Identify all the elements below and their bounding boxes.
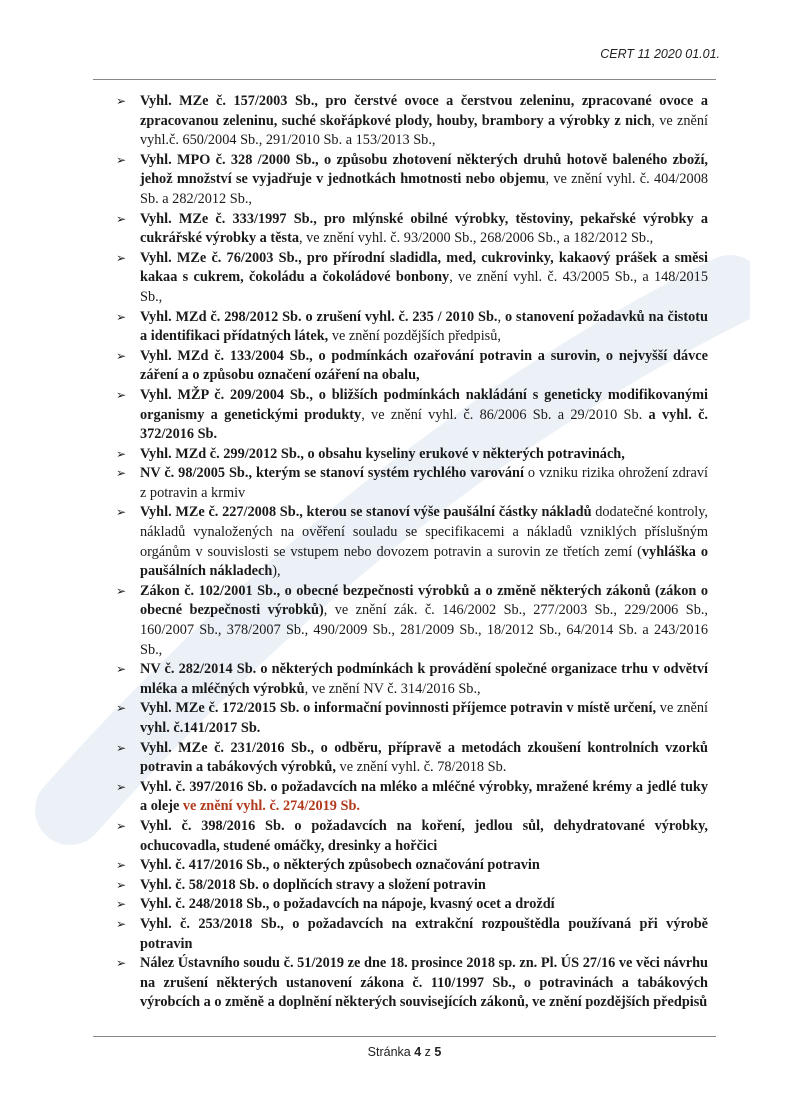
regulation-title: Vyhl. č. 398/2016 Sb. o požadavcích na koření, jedlou sůl, dehydratované výrobky, ochucovadla, studené omáčky, dresinky a hořčici	[140, 817, 708, 854]
list-item	[108, 915, 708, 954]
regulation-title: Vyhl. MZe č. 157/2003 Sb., pro čerstvé ovoce a čerstvou zeleninu, zpracované ovoce a zpracovanou zeleninu, suché skořápkové plody, houby, brambory a výrobky z nich	[140, 93, 708, 129]
regulation-title: o stanovení požadavků na čistotu a identifikaci přídatných látek,	[140, 308, 708, 345]
regulation-title: Vyhl. MZe č. 231/2016 Sb., o odběru, přípravě a metodách zkoušení kontrolních vzorků potravin a tabákových výrobků,	[140, 739, 708, 776]
header-divider	[93, 79, 716, 80]
list-item	[108, 660, 708, 699]
regulation-title: Vyhl. MZe č. 227/2008 Sb., kterou se stanoví výše paušální částky nákladů	[140, 504, 592, 521]
regulation-note: , ve znění vyhl. č. 86/2006 Sb. a 29/2010 Sb.	[361, 406, 649, 423]
list-item	[108, 817, 708, 856]
regulation-note: , ve znění vyhl. č. 93/2000 Sb., 268/2006 Sb., a 182/2012 Sb.,	[298, 230, 654, 247]
arrow-bullet-icon: ➢	[116, 956, 127, 971]
regulation-title: Vyhl. č. 248/2018 Sb., o požadavcích na nápoje, kvasný ocet a droždí	[140, 896, 555, 913]
regulation-title: Vyhl. č. 417/2016 Sb., o některých způsobech označování potravin	[140, 857, 540, 874]
regulation-title: Vyhl. MZd č. 298/2012 Sb. o zrušení vyhl. č. 235 / 2010 Sb.	[140, 308, 498, 325]
regulation-title: NV č. 282/2014 Sb. o některých podmínkách k provádění společné organizace trhu v odvětví mléka a mléčných výrobků	[140, 661, 708, 697]
regulation-note: ),	[272, 563, 281, 580]
list-item	[108, 347, 708, 386]
page-sep: z	[421, 1045, 435, 1059]
regulation-title: Vyhl. č. 253/2018 Sb., o požadavcích na extrakční rozpouštědla používaná při výrobě potravin	[140, 915, 708, 952]
regulation-title: vyhláška o paušálních nákladech	[140, 543, 708, 580]
regulation-note: ve znění vyhl. č. 78/2018 Sb.	[335, 759, 507, 776]
list-item	[108, 249, 708, 308]
regulation-title: Vyhl. MZd č. 299/2012 Sb., o obsahu kyseliny erukové v některých potravinách,	[140, 445, 625, 462]
list-item	[108, 151, 708, 210]
regulation-note: ve znění	[656, 700, 708, 717]
page-number	[93, 1044, 716, 1060]
list-item	[108, 778, 708, 817]
arrow-bullet-icon: ➢	[116, 818, 127, 833]
regulation-title: Vyhl. č. 397/2016 Sb. o požadavcích na mléko a mléčné výrobky, mražené krémy a jedlé tuky a oleje	[140, 778, 708, 815]
arrow-bullet-icon: ➢	[116, 152, 127, 167]
regulation-note: , ve znění zák. č. 146/2002 Sb., 277/2003 Sb., 229/2006 Sb., 160/2007 Sb., 378/2007 Sb., 490/2009 Sb., 281/2009 Sb., 18/2012 Sb., 64/2014 Sb. a 243/2016 Sb.,	[140, 602, 708, 658]
list-item	[108, 308, 708, 347]
regulation-title: Vyhl. MZd č. 133/2004 Sb., o podmínkách ozařování potravin a surovin, o nejvyšší dávce záření a o způsobu označení ozáření na obalu,	[140, 347, 708, 384]
arrow-bullet-icon: ➢	[116, 446, 127, 461]
regulation-note: ve znění pozdějších předpisů,	[328, 328, 501, 345]
arrow-bullet-icon: ➢	[116, 94, 127, 108]
regulation-note: , ve znění vyhl. č. 404/2008 Sb. a 282/2012 Sb.,	[140, 171, 708, 207]
regulation-title: o způsobu zhotovení některých druhů hotově baleného zboží, jehož množství se vyjadřuje v jednotkách hmotnosti nebo objemu	[140, 151, 708, 188]
list-item	[108, 954, 708, 1013]
arrow-bullet-icon: ➢	[116, 466, 127, 481]
arrow-bullet-icon: ➢	[116, 250, 127, 265]
regulation-title: Vyhl. MZe č. 333/1997 Sb., pro mlýnské obilné výrobky, těstoviny, pekařské výrobky a cukrářské výrobky a těsta	[140, 210, 708, 247]
regulation-note: , ve znění NV č. 314/2016 Sb.,	[304, 680, 481, 697]
list-item	[108, 503, 708, 581]
regulation-title: Vyhl. č. 58/2018 Sb. o doplňcích stravy a složení potravin	[140, 876, 486, 893]
arrow-bullet-icon: ➢	[116, 348, 127, 363]
list-item	[108, 386, 708, 445]
regulation-title: Nález Ústavního soudu č. 51/2019 ze dne 18. prosince 2018 sp. zn. Pl. ÚS 27/16 ve věci návrhu na zrušení některých ustanovení zákona č. 110/1997 Sb., o potravinách a tabákových výrobcích a o změně a doplnění některých souvisejících zákonů, ve znění pozdějších předpisů	[140, 955, 708, 1011]
arrow-bullet-icon: ➢	[116, 505, 127, 520]
current-page: 4	[414, 1045, 422, 1059]
list-item	[108, 464, 708, 503]
list-item	[108, 739, 708, 778]
regulation-title: Vyhl. MZe č. 172/2015 Sb. o informační povinnosti příjemce potravin v místě určení,	[140, 700, 657, 717]
regulation-note: , ve znění vyhl.č. 650/2004 Sb., 291/2010 Sb. a 153/2013 Sb.,	[140, 112, 708, 149]
list-item	[108, 856, 708, 876]
arrow-bullet-icon: ➢	[116, 858, 127, 873]
arrow-bullet-icon: ➢	[116, 897, 127, 912]
regulation-note: o vzniku rizika ohrožení zdraví z potravin a krmiv	[140, 465, 708, 501]
list-item	[108, 895, 708, 915]
regulation-title: NV č. 98/2005 Sb., kterým se stanoví systém rychlého varování	[140, 465, 524, 482]
arrow-bullet-icon: ➢	[116, 387, 127, 402]
regulation-note: ,	[497, 308, 505, 325]
arrow-bullet-icon: ➢	[116, 583, 127, 598]
list-item	[108, 210, 708, 249]
arrow-bullet-icon: ➢	[116, 309, 127, 324]
arrow-bullet-icon: ➢	[116, 916, 127, 931]
arrow-bullet-icon: ➢	[116, 779, 127, 794]
list-item	[108, 92, 708, 151]
page-spacer	[93, 1013, 716, 1036]
amendment-text: ve znění vyhl. č. 274/2019 Sb.	[182, 798, 361, 815]
regulation-note: dodatečné kontroly, nákladů vynaložených na ověření souladu se specifikacemi a nákladů vzniklých příslušným orgánům v souvislosti se vstupem nebo dovozem potravin a surovin ze třetích zemí (	[140, 504, 708, 560]
total-pages: 5	[434, 1045, 442, 1059]
arrow-bullet-icon: ➢	[116, 662, 127, 677]
document-code: CERT 11 2020 01.01.	[600, 47, 720, 61]
arrow-bullet-icon: ➢	[116, 701, 127, 716]
footer-divider	[93, 1036, 716, 1037]
arrow-bullet-icon: ➢	[116, 211, 127, 226]
regulation-title: a vyhl. č. 372/2016 Sb.	[140, 406, 708, 443]
regulation-list	[108, 92, 708, 1013]
list-item	[108, 445, 708, 465]
regulation-title: Vyhl. MPO č. 328 /2000 Sb.,	[140, 151, 319, 168]
regulation-title: vyhl. č.141/2017 Sb.	[140, 720, 261, 736]
page-label: Stránka	[367, 1045, 415, 1059]
list-item	[108, 582, 708, 660]
regulation-title: Zákon č. 102/2001 Sb., o obecné bezpečnosti výrobků a o změně některých zákonů (zákon o obecné bezpečnosti výrobků)	[140, 582, 708, 619]
list-item	[108, 699, 708, 738]
regulation-title: Vyhl. MŽP č. 209/2004 Sb., o bližších podmínkách nakládání s geneticky modifikovanými organismy a genetickými produkty	[140, 386, 708, 423]
arrow-bullet-icon: ➢	[116, 877, 127, 892]
regulation-note: , ve znění vyhl. č. 43/2005 Sb., a 148/2015 Sb.,	[140, 269, 708, 305]
regulation-title: Vyhl. MZe č. 76/2003 Sb., pro přírodní sladidla, med, cukrovinky, kakaový prášek a směsi kakaa s cukrem, čokoládu a čokoládové bonbony	[140, 249, 708, 286]
arrow-bullet-icon: ➢	[116, 740, 127, 755]
list-item	[108, 876, 708, 896]
